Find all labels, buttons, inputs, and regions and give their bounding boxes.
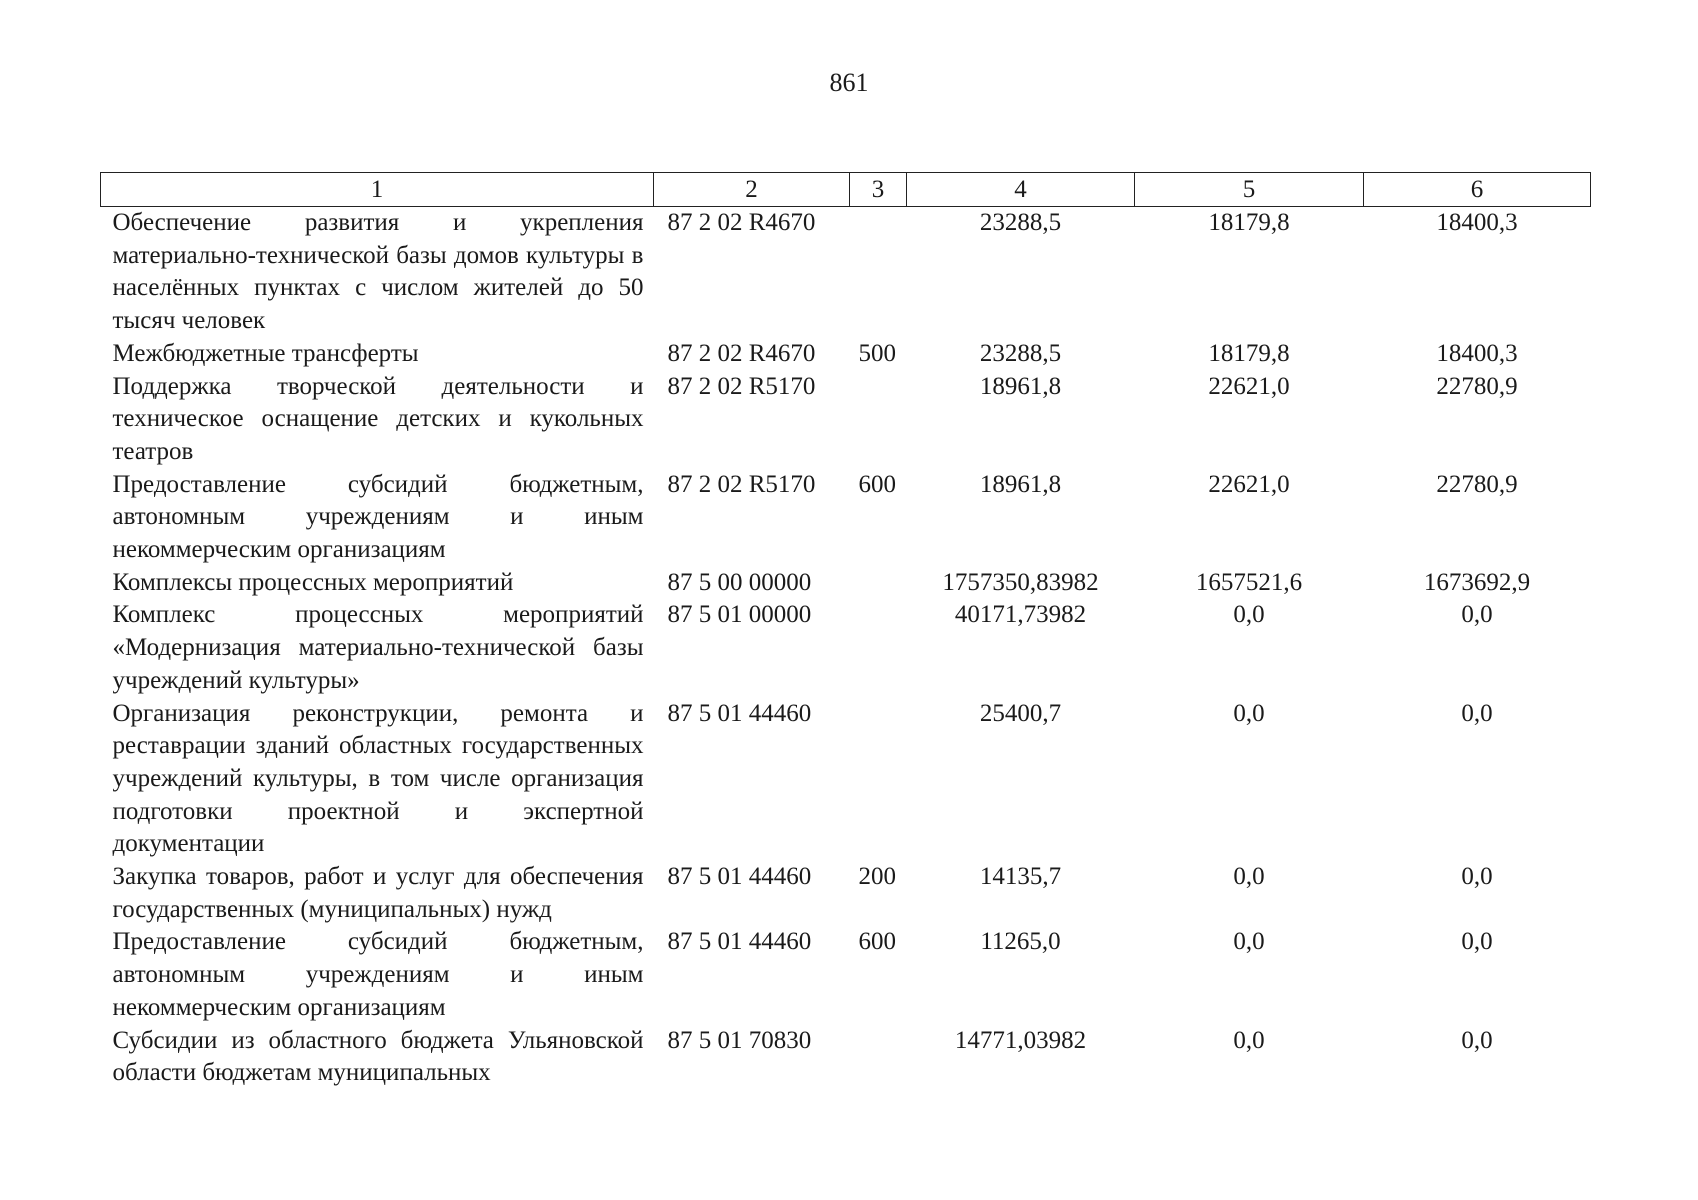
row-expense-type [850, 207, 907, 338]
table-row [101, 698, 1591, 862]
header-col-2: 2 [654, 173, 850, 207]
row-value-col4: 1757350,83982 [942, 568, 1099, 596]
table-row [101, 1025, 1591, 1090]
row-expense-type [850, 371, 907, 469]
row-value-col5: 0,0 [1233, 601, 1265, 629]
table-row [101, 861, 1591, 926]
row-target-code: 87 5 00 00000 [667, 568, 812, 596]
row-target-code: 87 2 02 R4670 [667, 209, 816, 236]
row-expense-type [850, 698, 907, 862]
header-col-5: 5 [1135, 173, 1364, 207]
row-value-col6: 0,0 [1461, 601, 1493, 629]
row-target-code: 87 5 01 44460 [667, 928, 812, 956]
row-value-col6: 0,0 [1461, 1026, 1493, 1054]
row-name: Предоставление субсидий бюджетным, автономным учреждениям и иным некоммерческим организациям [112, 470, 644, 564]
row-name: Субсидии из областного бюджета Ульяновской области бюджетам муниципальных [112, 1026, 644, 1087]
row-value-col6: 22780,9 [1436, 372, 1518, 400]
row-value-col4: 18961,8 [979, 372, 1062, 400]
row-name: Закупка товаров, работ и услуг для обеспечения государственных (муниципальных) нужд [112, 863, 644, 923]
row-value-col5: 0,0 [1233, 699, 1265, 727]
row-target-code: 87 5 01 44460 [667, 699, 812, 727]
row-value-col4: 18961,8 [979, 470, 1062, 498]
row-value-col5: 18179,8 [1208, 339, 1290, 367]
row-expense-type: 600 [858, 928, 896, 956]
row-name: Поддержка творческой деятельности и техническое оснащение детских и кукольных театров [112, 372, 644, 465]
row-value-col6: 0,0 [1461, 863, 1493, 891]
row-target-code: 87 2 02 R5170 [667, 372, 816, 400]
row-value-col5: 22621,0 [1208, 372, 1290, 400]
table-header-row [101, 173, 1591, 207]
row-value-col6: 0,0 [1461, 928, 1493, 956]
row-expense-type: 200 [858, 863, 896, 891]
row-value-col5: 1657521,6 [1195, 568, 1303, 596]
row-value-col4: 40171,73982 [954, 601, 1087, 629]
row-expense-type [850, 1025, 907, 1090]
row-expense-type: 600 [858, 470, 896, 498]
row-name: Комплекс процессных мероприятий «Модернизация материально-технической базы учреждений культуры» [112, 601, 644, 694]
row-value-col4: 11265,0 [980, 928, 1061, 956]
row-value-col4: 25400,7 [979, 699, 1062, 727]
table-row [101, 926, 1591, 1024]
row-value-col6: 1673692,9 [1423, 568, 1531, 596]
row-expense-type [850, 599, 907, 697]
table-row [101, 371, 1591, 469]
budget-table [100, 172, 1591, 1090]
table-row [101, 207, 1591, 338]
row-value-col5: 18179,8 [1208, 209, 1290, 236]
row-value-col4: 14135,7 [979, 863, 1062, 891]
row-value-col6: 0,0 [1461, 699, 1493, 727]
row-value-col4: 14771,03982 [954, 1026, 1087, 1054]
row-name: Организация реконструкции, ремонта и реставрации зданий областных государственных учреждений культуры, в том числе организация подготовки проектной и экспертной документации [112, 699, 644, 858]
table-row [101, 599, 1591, 697]
row-target-code: 87 5 01 44460 [667, 863, 812, 891]
row-value-col4: 23288,5 [979, 339, 1062, 367]
row-value-col6: 18400,3 [1436, 209, 1518, 236]
row-value-col5: 0,0 [1233, 1026, 1265, 1054]
table-row [101, 469, 1591, 567]
header-col-1: 1 [101, 173, 654, 207]
header-col-4: 4 [907, 173, 1135, 207]
table-row [101, 567, 1591, 600]
row-name: Обеспечение развития и укрепления материально-технической базы домов культуры в населённых пунктах с числом жителей до 50 тысяч человек [112, 209, 644, 335]
row-value-col4: 23288,5 [979, 209, 1062, 236]
page-number: 861 [829, 68, 869, 97]
row-expense-type [850, 567, 907, 600]
row-value-col6: 18400,3 [1436, 339, 1518, 367]
header-col-6: 6 [1364, 173, 1591, 207]
table-row [101, 338, 1591, 371]
row-target-code: 87 2 02 R4670 [667, 339, 816, 367]
row-name: Межбюджетные трансферты [112, 339, 419, 367]
row-target-code: 87 5 01 70830 [667, 1026, 812, 1054]
row-value-col5: 0,0 [1233, 928, 1265, 956]
row-value-col5: 22621,0 [1208, 470, 1290, 498]
header-col-3: 3 [850, 173, 907, 207]
row-name: Комплексы процессных мероприятий [112, 568, 514, 596]
row-value-col5: 0,0 [1233, 863, 1265, 891]
row-name: Предоставление субсидий бюджетным, автономным учреждениям и иным некоммерческим организациям [112, 928, 644, 1021]
row-target-code: 87 2 02 R5170 [667, 470, 816, 498]
row-target-code: 87 5 01 00000 [667, 601, 812, 629]
row-expense-type: 500 [858, 339, 896, 367]
row-value-col6: 22780,9 [1436, 470, 1518, 498]
